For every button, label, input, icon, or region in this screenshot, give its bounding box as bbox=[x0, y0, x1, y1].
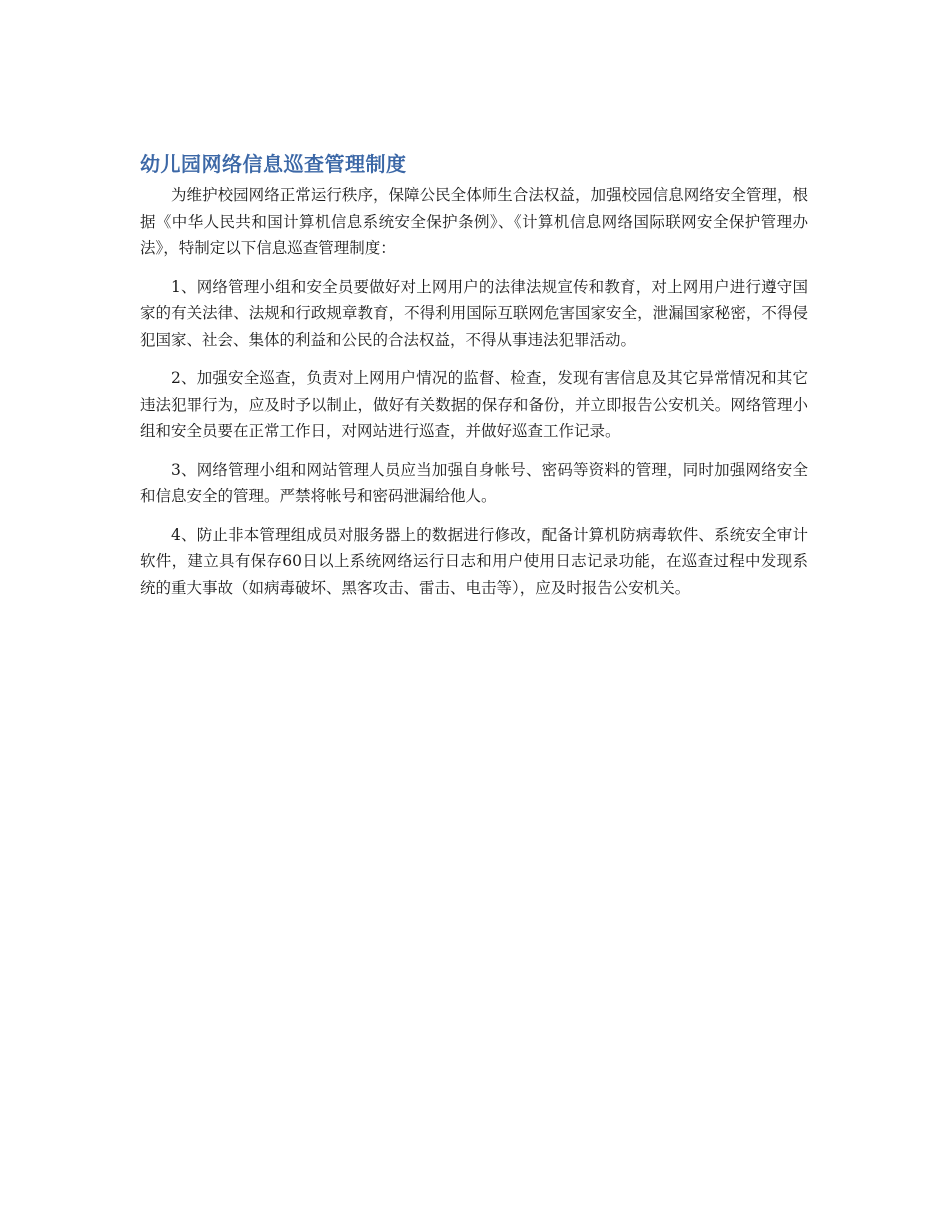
document-title: 幼儿园网络信息巡查管理制度 bbox=[140, 152, 407, 176]
rule-paragraph-4: 4、防止非本管理组成员对服务器上的数据进行修改，配备计算机防病毒软件、系统安全审计软件，建立具有保存60日以上系统网络运行日志和用户使用日志记录功能，在巡查过程中发现系统的重大事故（如病毒破坏、黑客攻击、雷击、电击等），应及时报告公安机关。 bbox=[140, 525, 808, 597]
document-page bbox=[140, 150, 808, 601]
rule-paragraph-3: 3、网络管理小组和网站管理人员应当加强自身帐号、密码等资料的管理，同时加强网络安全和信息安全的管理。严禁将帐号和密码泄漏给他人。 bbox=[140, 460, 808, 505]
intro-paragraph: 为维护校园网络正常运行秩序，保障公民全体师生合法权益，加强校园信息网络安全管理，根据《中华人民共和国计算机信息系统安全保护条例》、《计算机信息网络国际联网安全保护管理办法》，特制定以下信息巡查管理制度： bbox=[140, 186, 808, 257]
rule-paragraph-2: 2、加强安全巡查，负责对上网用户情况的监督、检查，发现有害信息及其它异常情况和其它违法犯罪行为，应及时予以制止，做好有关数据的保存和备份，并立即报告公安机关。网络管理小组和安全员要在正常工作日，对网站进行巡查，并做好巡查工作记录。 bbox=[140, 369, 808, 440]
rule-paragraph-1: 1、网络管理小组和安全员要做好对上网用户的法律法规宣传和教育，对上网用户进行遵守国家的有关法律、法规和行政规章教育，不得利用国际互联网危害国家安全，泄漏国家秘密，不得侵犯国家、社会、集体的利益和公民的合法权益，不得从事违法犯罪活动。 bbox=[140, 277, 808, 349]
